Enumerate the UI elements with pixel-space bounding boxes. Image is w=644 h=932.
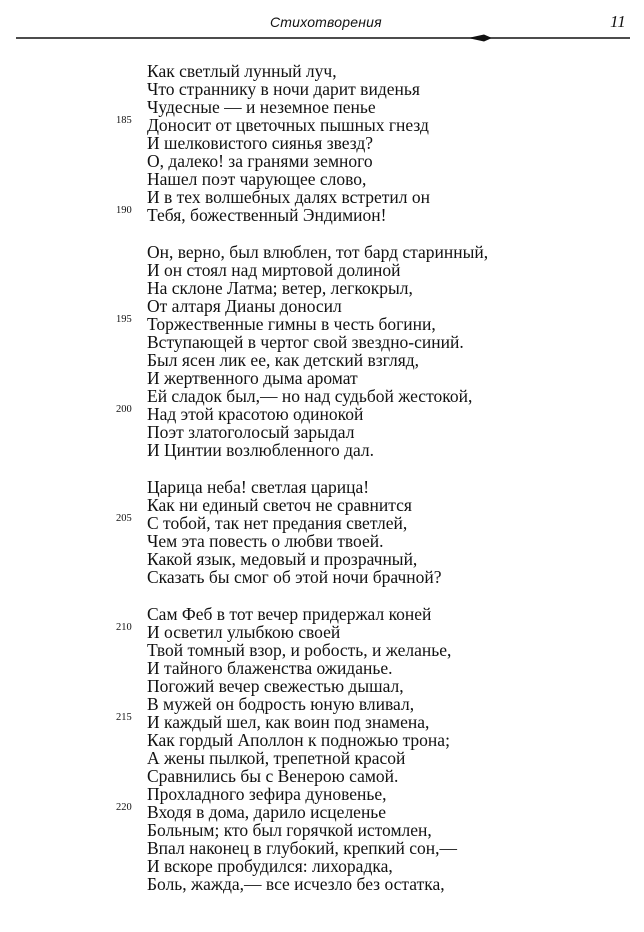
stanza-break [0, 224, 644, 243]
line-number: 220 [116, 802, 132, 813]
verse-line-text: Доносит от цветочных пышных гнезд [147, 115, 429, 135]
line-number: 215 [116, 712, 132, 723]
verse-line [0, 767, 644, 785]
verse-line-text: На склоне Латма; ветер, легкокрыл, [147, 278, 413, 298]
verse-line-text: От алтаря Дианы доносил [147, 296, 342, 316]
verse-line-text: Сравнились бы с Венерою самой. [147, 766, 399, 786]
verse-line-text: Сам Феб в тот вечер придержал коней [147, 604, 432, 624]
verse-line-text: Он, верно, был влюблен, тот бард старинный, [147, 242, 489, 262]
line-number: 200 [116, 404, 132, 415]
verse-line [0, 875, 644, 893]
verse-line-text: Что страннику в ночи дарит виденья [147, 79, 420, 99]
verse-line [0, 731, 644, 749]
stanza-break [0, 586, 644, 605]
verse-line-text: И Цинтии возлюбленного дал. [147, 440, 374, 460]
verse-line-text: А жены пылкой, трепетной красой [147, 748, 406, 768]
verse-line [0, 532, 644, 550]
verse-line-text: И каждый шел, как воин под знамена, [147, 712, 430, 732]
verse-line [0, 98, 644, 116]
verse-line-text: И тайного блаженства ожиданье. [147, 658, 393, 678]
verse-line [0, 659, 644, 677]
rule-ornament-icon [468, 35, 492, 42]
verse-line-text: Поэт златоголосый зарыдал [147, 422, 355, 442]
verse-line-text: Твой томный взор, и робость, и желанье, [147, 640, 452, 660]
verse-line [0, 315, 644, 333]
verse-line-text: Торжественные гимны в честь богини, [147, 314, 436, 334]
verse-line [0, 478, 644, 496]
verse-line [0, 279, 644, 297]
verse-line-text: И вскоре пробудился: лихорадка, [147, 856, 393, 876]
verse-line-text: И жертвенного дыма аромат [147, 368, 358, 388]
verse-line-text: Чудесные — и неземное пенье [147, 97, 376, 117]
verse-line [0, 695, 644, 713]
stanza [0, 62, 644, 224]
verse-line-text: Над этой красотою одинокой [147, 404, 364, 424]
verse-line [0, 405, 644, 423]
verse-line [0, 423, 644, 441]
verse-line [0, 677, 644, 695]
stanza [0, 605, 644, 893]
verse-line [0, 496, 644, 514]
stanza [0, 243, 644, 459]
verse-line [0, 134, 644, 152]
verse-line [0, 857, 644, 875]
verse-line-text: И в тех волшебных далях встретил он [147, 187, 431, 207]
line-number: 195 [116, 314, 132, 325]
header-rule-ornament [16, 33, 630, 43]
verse-line-text: И он стоял над миртовой долиной [147, 260, 401, 280]
verse-line-text: Чем эта повесть о любви твоей. [147, 531, 384, 551]
verse-line-text: Больным; кто был горячкой истомлен, [147, 820, 432, 840]
line-number: 190 [116, 205, 132, 216]
verse-line [0, 839, 644, 857]
verse-line [0, 713, 644, 731]
verse-line [0, 170, 644, 188]
verse-line-text: С тобой, так нет предания светлей, [147, 513, 408, 533]
verse-line-text: Был ясен лик ее, как детский взгляд, [147, 350, 420, 370]
verse-line-text: Какой язык, медовый и прозрачный, [147, 549, 418, 569]
verse-line-text: Боль, жажда,— все исчезло без остатка, [147, 874, 445, 894]
verse-line-text: Прохладного зефира дуновенье, [147, 784, 387, 804]
verse-line-text: Как светлый лунный луч, [147, 61, 337, 81]
verse-line-text: Как ни единый светоч не сравнится [147, 495, 412, 515]
verse-line [0, 188, 644, 206]
verse-line-text: Нашел поэт чарующее слово, [147, 169, 367, 189]
verse-line [0, 80, 644, 98]
verse-line [0, 351, 644, 369]
verse-line [0, 641, 644, 659]
verse-line-text: Вступающей в чертог свой звездно-синий. [147, 332, 464, 352]
verse-line [0, 62, 644, 80]
line-number: 210 [116, 622, 132, 633]
running-head-title: Стихотворения [270, 14, 382, 30]
page-number: 11 [610, 12, 626, 31]
verse-line [0, 333, 644, 351]
stanza [0, 478, 644, 586]
verse-line-text: Ей сладок был,— но над судьбой жестокой, [147, 386, 473, 406]
verse-line [0, 785, 644, 803]
verse-line-text: Впал наконец в глубокий, крепкий сон,— [147, 838, 458, 858]
verse-line-text: Входя в дома, дарило исцеленье [147, 802, 387, 822]
verse-line [0, 297, 644, 315]
verse-line [0, 387, 644, 405]
verse-line-text: Погожий вечер свежестью дышал, [147, 676, 404, 696]
verse-line-text: О, далеко! за гранями земного [147, 151, 373, 171]
verse-line [0, 623, 644, 641]
verse-line [0, 803, 644, 821]
verse-line [0, 514, 644, 532]
verse-line-text: В мужей он бодрость юную вливал, [147, 694, 415, 714]
verse-line-text: Тебя, божественный Эндимион! [147, 205, 387, 225]
verse-line-text: Как гордый Аполлон к подножью трона; [147, 730, 450, 750]
verse-line [0, 550, 644, 568]
verse-line [0, 441, 644, 459]
stanza-break [0, 459, 644, 478]
verse-line [0, 116, 644, 134]
verse-line [0, 261, 644, 279]
verse-line [0, 568, 644, 586]
verse-line [0, 206, 644, 224]
verse-line [0, 749, 644, 767]
verse-line [0, 821, 644, 839]
verse-line [0, 369, 644, 387]
verse-line [0, 243, 644, 261]
verse-line [0, 152, 644, 170]
verse-line [0, 605, 644, 623]
verse-line-text: И шелковистого сиянья звезд? [147, 133, 374, 153]
line-number: 185 [116, 115, 132, 126]
verse-line-text: И осветил улыбкою своей [147, 622, 341, 642]
verse-line-text: Царица неба! светлая царица! [147, 477, 370, 497]
verse-body [0, 62, 644, 893]
line-number: 205 [116, 513, 132, 524]
verse-line-text: Сказать бы смог об этой ночи брачной? [147, 567, 442, 587]
running-head [0, 0, 644, 44]
